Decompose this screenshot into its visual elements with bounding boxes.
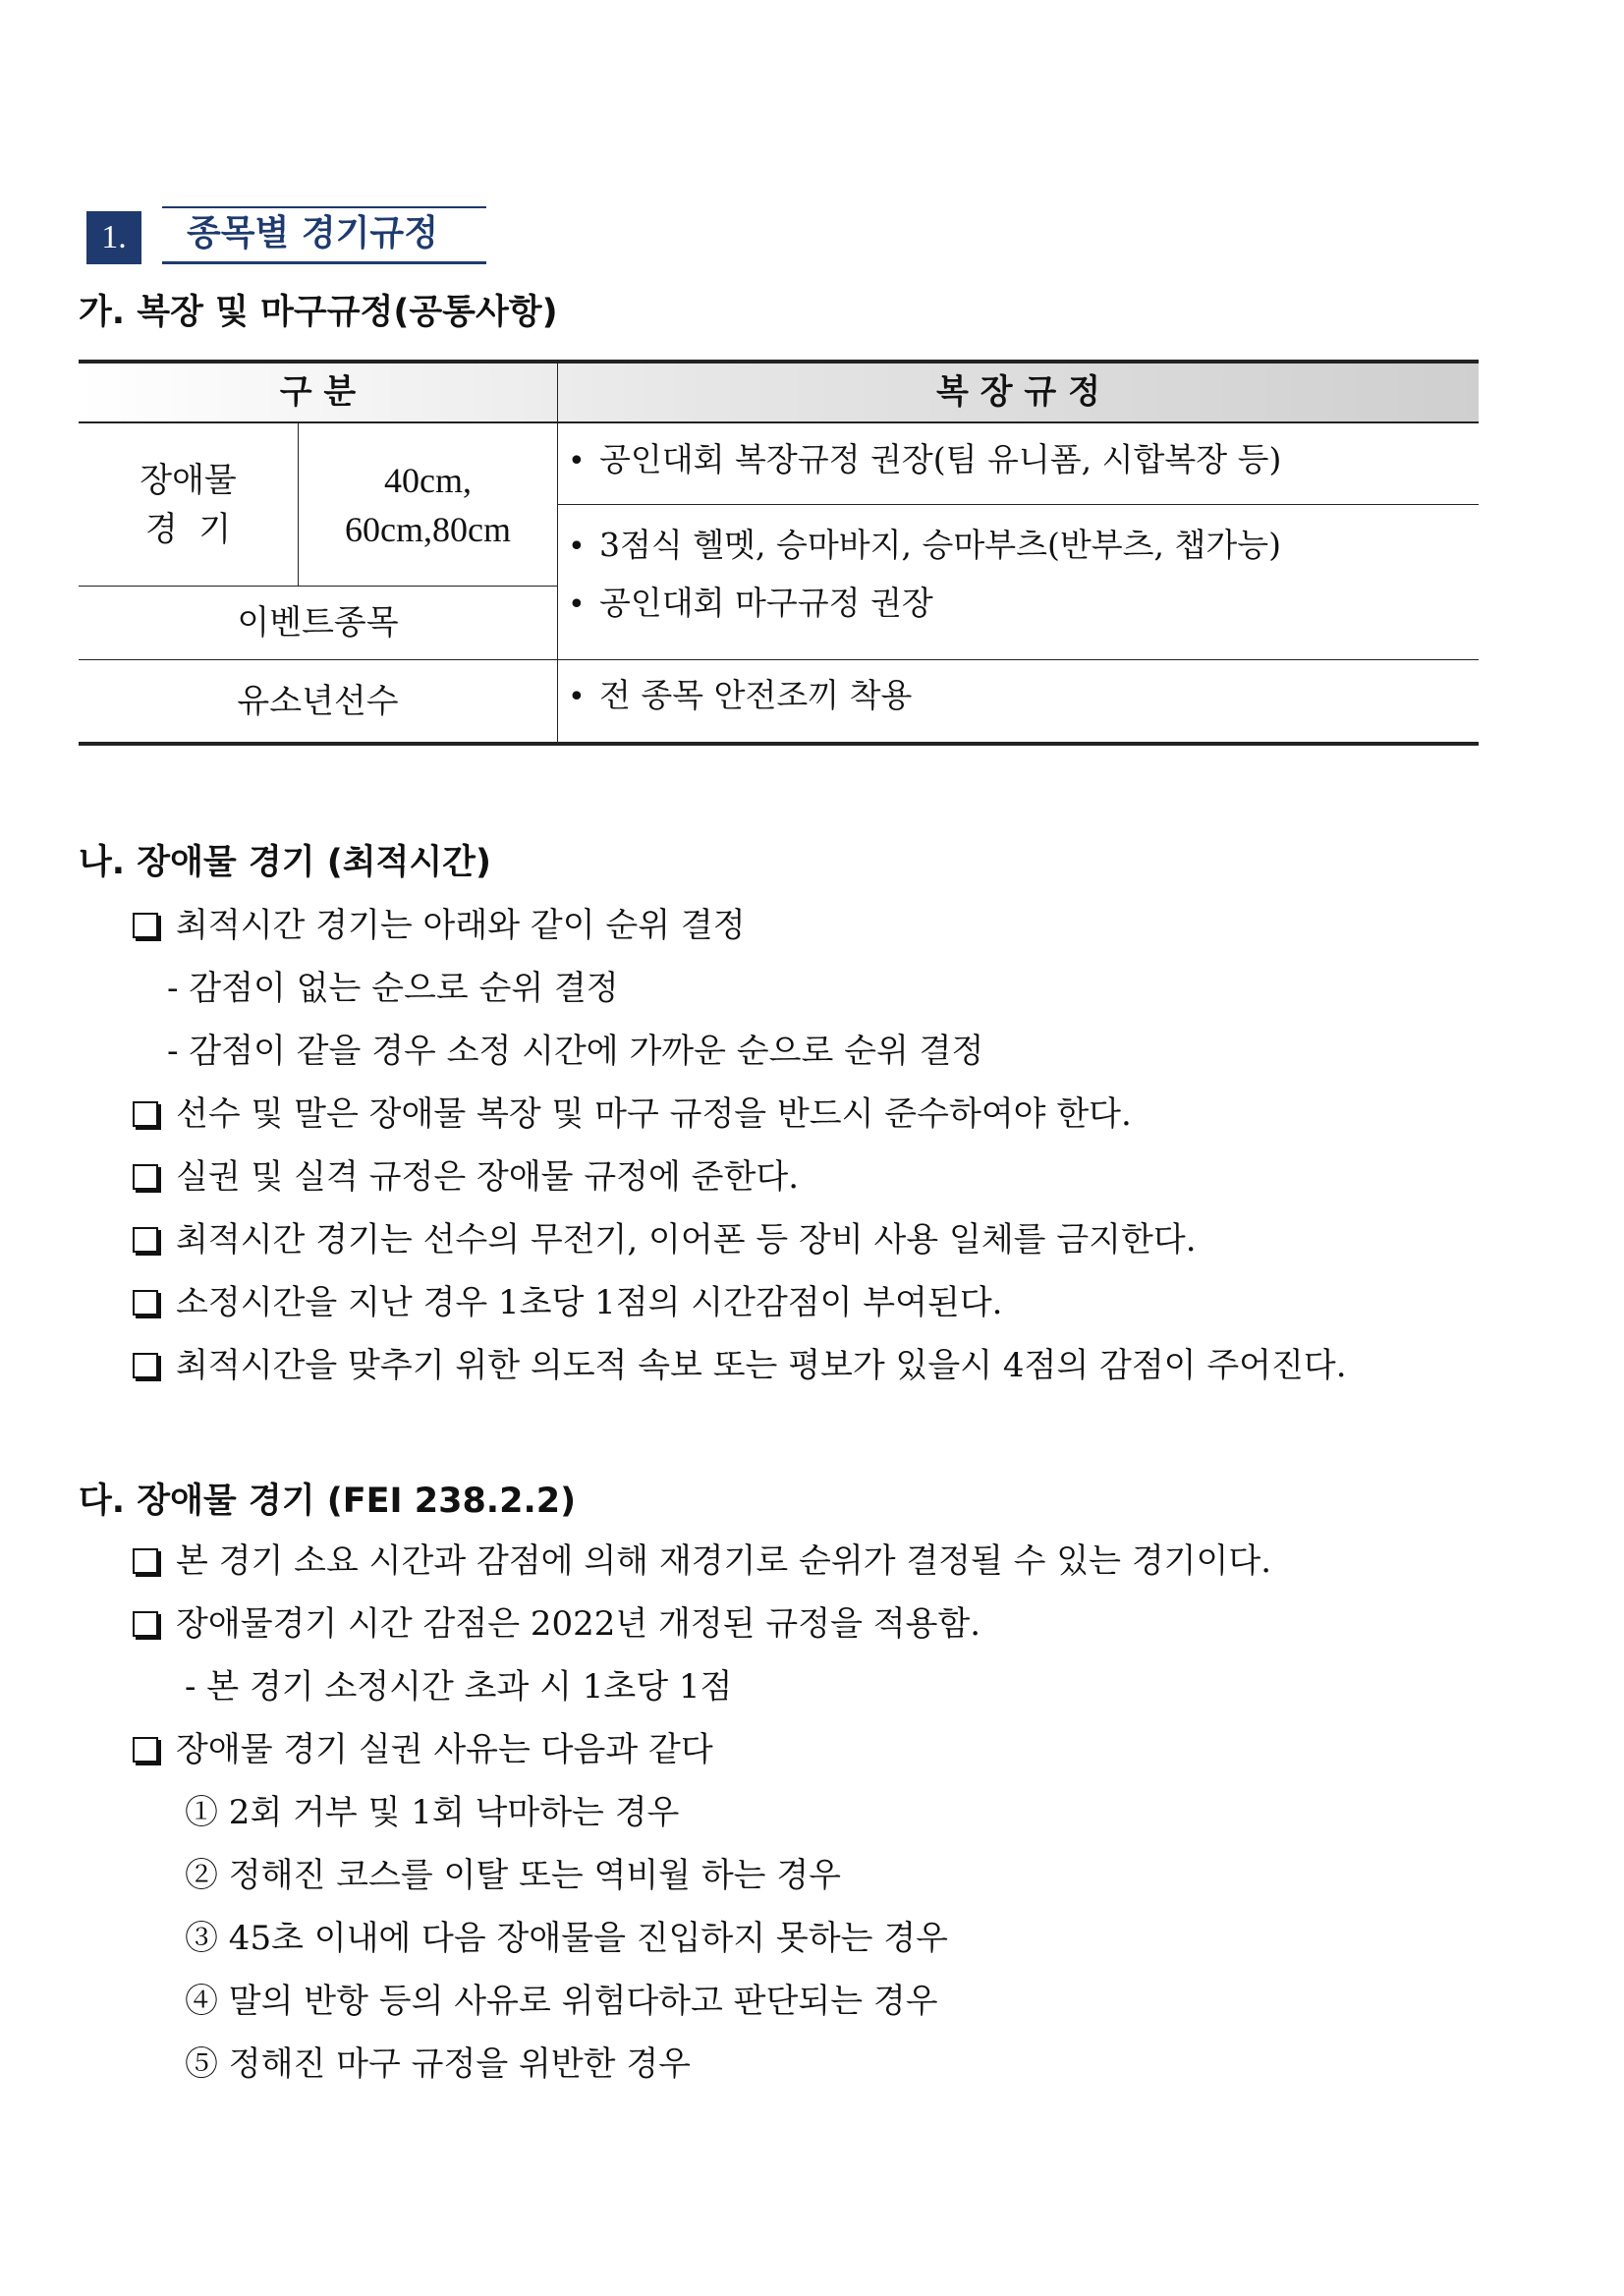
numbered-item-text: ① 2회 거부 및 1회 낙마하는 경우 bbox=[185, 1793, 680, 1832]
table-bullet bbox=[568, 674, 912, 719]
section-title-underline bbox=[162, 261, 486, 264]
bullet-text: 공인대회 마구규정 권장 bbox=[599, 584, 933, 622]
height-line: 60cm,80cm bbox=[345, 509, 511, 549]
rule-item bbox=[133, 904, 746, 947]
rule-item-text: 최적시간 경기는 선수의 무전기, 이어폰 등 장비 사용 일체를 금지한다. bbox=[176, 1220, 1197, 1260]
table-header-rules: 복 장 규 정 bbox=[936, 372, 1100, 412]
bullet-text: 전 종목 안전조끼 착용 bbox=[599, 676, 913, 714]
table-row-rule bbox=[557, 504, 1479, 505]
row-label-line: 장애물 bbox=[140, 460, 237, 500]
heading-da: 다. 장애물 경기 (FEI 238.2.2) bbox=[79, 1482, 577, 1521]
numbered-item-text: ④ 말의 반항 등의 사유로 위험다하고 판단되는 경우 bbox=[185, 1982, 938, 2021]
checkbox-square-icon bbox=[133, 1290, 158, 1316]
rule-item bbox=[133, 1092, 1132, 1136]
numbered-item bbox=[185, 1791, 679, 1834]
rule-item bbox=[133, 1281, 1002, 1324]
row-label-youth: 유소년선수 bbox=[237, 682, 399, 721]
checkbox-square-icon bbox=[133, 1737, 158, 1763]
rule-subitem-text: - 감점이 없는 순으로 순위 결정 bbox=[167, 969, 619, 1008]
rule-item bbox=[133, 1344, 1347, 1387]
section-title: 종목별 경기규정 bbox=[187, 213, 438, 253]
checkbox-square-icon bbox=[133, 1164, 158, 1190]
rule-item-text: 소정시간을 지난 경우 1초당 1점의 시간감점이 부여된다. bbox=[176, 1283, 1003, 1322]
row-label-line: 경 기 bbox=[144, 509, 232, 549]
rule-item-text: 장애물 경기 실권 사유는 다음과 같다 bbox=[176, 1730, 713, 1769]
checkbox-square-icon bbox=[133, 1611, 158, 1637]
checkbox-square-icon bbox=[133, 1227, 158, 1253]
equipment-table bbox=[79, 360, 1479, 746]
table-header-category: 구 분 bbox=[279, 372, 357, 412]
rule-item bbox=[133, 1602, 980, 1646]
bullet-dot: • bbox=[568, 530, 586, 564]
numbered-item bbox=[185, 1980, 938, 2023]
rule-item bbox=[133, 1218, 1197, 1261]
rule-item-text: 실권 및 실격 규정은 장애물 규정에 준한다. bbox=[176, 1157, 799, 1197]
rule-item-text: 선수 및 말은 장애물 복장 및 마구 규정을 반드시 준수하여야 한다. bbox=[176, 1094, 1132, 1134]
rule-item bbox=[133, 1540, 1271, 1583]
numbered-item-text: ③ 45초 이내에 다음 장애물을 진입하지 못하는 경우 bbox=[185, 1919, 948, 1958]
checkbox-square-icon bbox=[133, 1101, 158, 1127]
numbered-item bbox=[185, 2043, 691, 2086]
table-bullet bbox=[568, 438, 1281, 483]
heading-na: 나. 장애물 경기 (최적시간) bbox=[79, 843, 491, 882]
row-label-jumping bbox=[79, 423, 298, 586]
section-number: 1. bbox=[86, 211, 141, 264]
rule-item-text: 최적시간을 맞추기 위한 의도적 속보 또는 평보가 있을시 4점의 감점이 주어진다. bbox=[176, 1346, 1347, 1385]
numbered-item-text: ⑤ 정해진 마구 규정을 위반한 경우 bbox=[185, 2044, 692, 2084]
rule-item-text: 장애물경기 시간 감점은 2022년 개정된 규정을 적용함. bbox=[176, 1604, 981, 1644]
table-bullet bbox=[568, 524, 1281, 569]
rule-subitem bbox=[185, 1665, 732, 1708]
row-label-event: 이벤트종목 bbox=[237, 603, 399, 643]
rule-subitem bbox=[167, 967, 619, 1010]
heading-ga: 가. 복장 및 마구규정(공통사항) bbox=[79, 293, 558, 332]
rule-item bbox=[133, 1155, 799, 1199]
rule-subitem-text: - 감점이 같을 경우 소정 시간에 가까운 순으로 순위 결정 bbox=[167, 1032, 984, 1071]
numbered-item-text: ② 정해진 코스를 이탈 또는 역비월 하는 경우 bbox=[185, 1856, 841, 1895]
height-line: 40cm, bbox=[384, 460, 472, 500]
checkbox-square-icon bbox=[133, 1548, 158, 1574]
bullet-dot: • bbox=[568, 588, 586, 622]
rule-item-text: 본 경기 소요 시간과 감점에 의해 재경기로 순위가 결정될 수 있는 경기이다. bbox=[176, 1541, 1272, 1581]
table-bullet bbox=[568, 582, 933, 627]
row-sublabel-heights bbox=[299, 423, 557, 586]
bullet-dot: • bbox=[568, 444, 586, 478]
numbered-item bbox=[185, 1854, 841, 1897]
checkbox-square-icon bbox=[133, 1353, 158, 1378]
bullet-text: 3점식 헬멧, 승마바지, 승마부츠(반부츠, 챕가능) bbox=[599, 526, 1281, 564]
checkbox-square-icon bbox=[133, 913, 158, 938]
rule-subitem-text: - 본 경기 소정시간 초과 시 1초당 1점 bbox=[185, 1667, 733, 1707]
rule-subitem bbox=[167, 1030, 983, 1073]
bullet-text: 공인대회 복장규정 권장(팀 유니폼, 시합복장 등) bbox=[599, 440, 1282, 478]
rule-item bbox=[133, 1728, 713, 1771]
rule-item-text: 최적시간 경기는 아래와 같이 순위 결정 bbox=[176, 906, 746, 945]
numbered-item bbox=[185, 1917, 948, 1960]
bullet-dot: • bbox=[568, 680, 586, 714]
